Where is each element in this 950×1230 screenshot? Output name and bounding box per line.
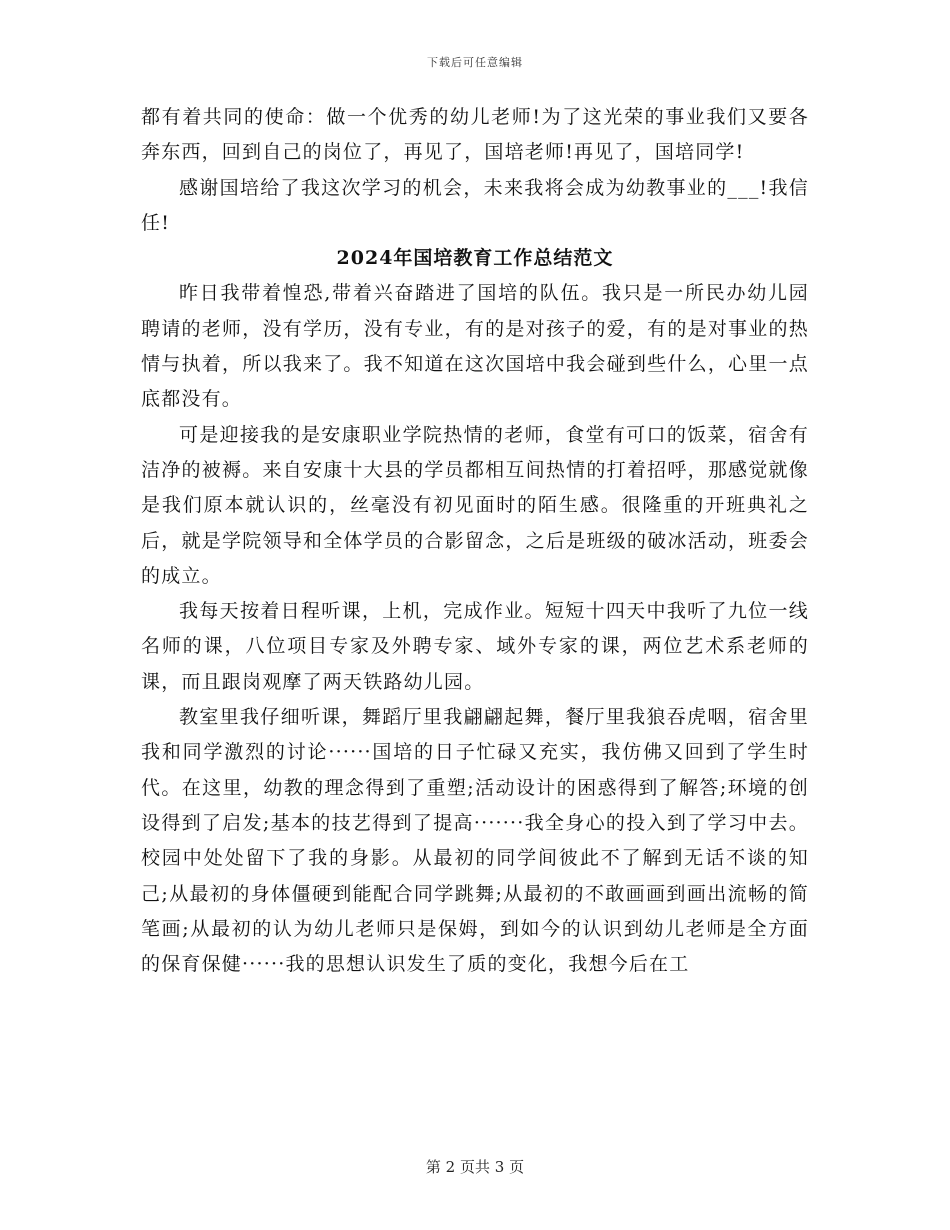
paragraph-thanks: 感谢国培给了我这次学习的机会，未来我将会成为幼教事业的___!我信任! xyxy=(141,176,809,234)
document-title: 2024年国培教育工作总结范文 xyxy=(336,247,614,270)
page-header-note: 下载后可任意编辑 xyxy=(427,56,523,69)
page-number: 第 2 页共 3 页 xyxy=(425,1158,525,1176)
paragraph-2: 可是迎接我的是安康职业学院热情的老师，食堂有可口的饭菜，宿舍有洁净的被褥。来自安康十大县的学员都相互间热情的打着招呼，那感觉就像是我们原本就认识的，丝毫没有初见面时的陌生感。很隆重的开班典礼之后，就是学院领导和全体学员的合影留念，之后是班级的破冰活动，班委会的成立。 xyxy=(141,423,809,587)
paragraph-4: 教室里我仔细听课，舞蹈厅里我翩翩起舞，餐厅里我狼吞虎咽，宿舍里我和同学激烈的讨论······国培的日子忙碌又充实，我仿佛又回到了学生时代。在这里，幼教的理念得到了重塑;活动设计的困惑得到了解答;环境的创设得到了启发;基本的技艺得到了提高·······我全身心的投入到了学习中去。校园中处处留下了我的身影。从最初的同学间彼此不了解到无话不谈的知己;从最初的身体僵硬到能配合同学跳舞;从最初的不敢画画到画出流畅的简笔画;从最初的认为幼儿老师只是保姆，到如今的认识到幼儿老师是全方面的保育保健······我的思想认识发生了质的变化，我想今后在工 xyxy=(141,706,809,976)
paragraph-1: 昨日我带着惶恐,带着兴奋踏进了国培的队伍。我只是一所民办幼儿园聘请的老师，没有学历，没有专业，有的是对孩子的爱，有的是对事业的热情与执着，所以我来了。我不知道在这次国培中我会碰到些什么，心里一点底都没有。 xyxy=(141,282,809,411)
paragraph-3: 我每天按着日程听课，上机，完成作业。短短十四天中我听了九位一线名师的课，八位项目专家及外聘专家、域外专家的课，两位艺术系老师的课，而且跟岗观摩了两天铁路幼儿园。 xyxy=(141,600,809,693)
document-body xyxy=(141,100,809,982)
paragraph-continuation: 都有着共同的使命：做一个优秀的幼儿老师!为了这光荣的事业我们又要各奔东西，回到自己的岗位了，再见了，国培老师!再见了，国培同学! xyxy=(141,106,809,164)
